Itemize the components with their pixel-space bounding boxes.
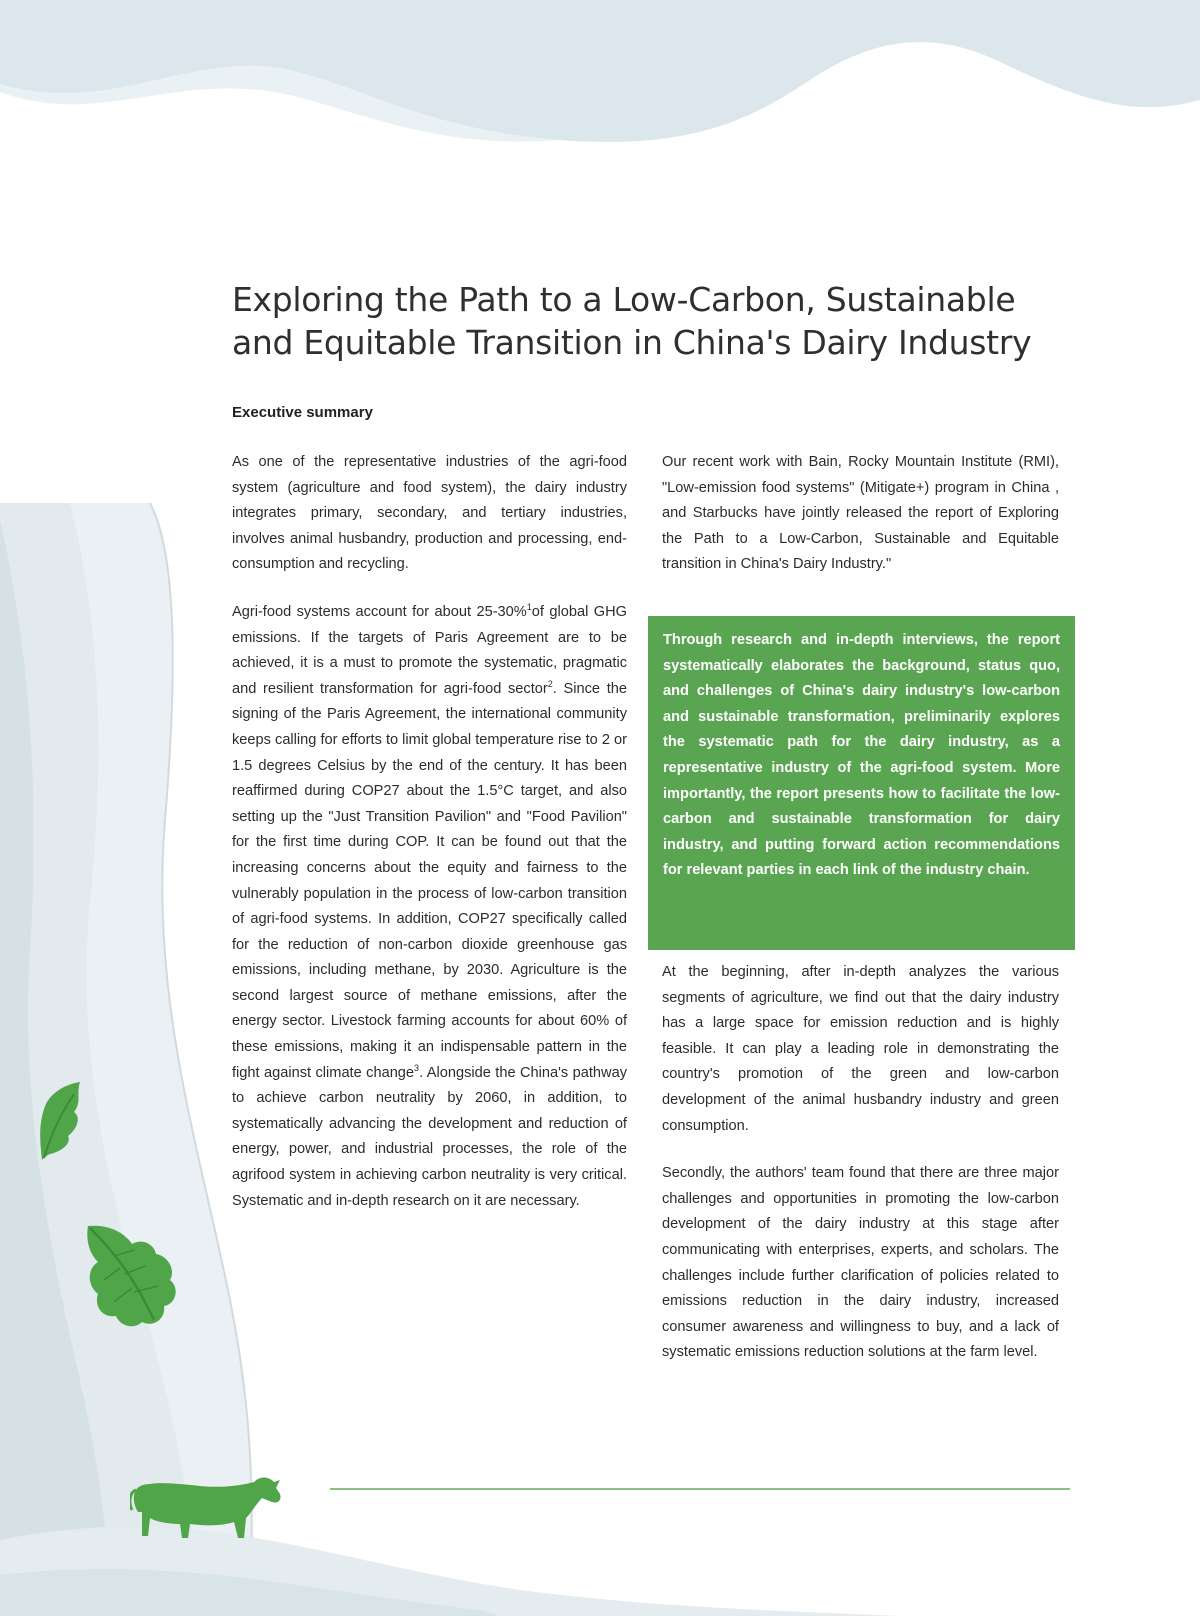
footer-divider — [330, 1488, 1070, 1490]
right-column-bottom — [662, 960, 1059, 1388]
title-line-2: and Equitable Transition in China's Dairy Industry — [232, 323, 1032, 362]
text-segment: . Alongside the China's pathway to achieve carbon neutrality by 2060, in addition, to systematically advancing the development and reduction of energy, power, and industrial processes, the role of the agrifood system in achieving carbon neutrality is very critical. Systematic and in-depth research on it are necessary. — [232, 1064, 627, 1209]
paragraph-emissions — [232, 600, 627, 1214]
highlight-callout-box — [648, 616, 1075, 950]
paragraph-intro: As one of the representative industries of the agri-food system (agriculture and food system), the dairy industry integrates primary, secondary, and tertiary industries, involves animal husbandry, production and processing, end-consumption and recycling. — [232, 454, 627, 573]
footnote-marker: 1 — [526, 602, 532, 613]
footnote-marker: 3 — [414, 1062, 420, 1073]
section-heading: Executive summary — [232, 404, 373, 421]
text-segment: of global GHG emissions. If the targets of Paris Agreement are to be achieved, it is a must to promote the systematic, pragmatic and resilient transformation for agri-food sector — [232, 603, 627, 697]
paragraph-report-release: Our recent work with Bain, Rocky Mountain Institute (RMI), "Low-emission food systems" (Mitigate+) program in China , and Starbucks have jointly released the report of Exploring the Path to a Low-Carbon, Sustainable and Equitable transition in China's Dairy Industry." — [662, 454, 1059, 573]
left-column — [232, 450, 627, 1236]
right-column-top — [662, 450, 1059, 600]
title-line-1: Exploring the Path to a Low-Carbon, Sustainable — [232, 280, 1016, 319]
page-title — [232, 278, 1112, 364]
paragraph-challenges: Secondly, the authors' team found that there are three major challenges and opportunities in promoting the low-carbon development of the dairy industry at this stage after communicating with enterprises, experts, and scholars. The challenges include further clarification of policies related to emissions reduction in the dairy industry, increased consumer awareness and willingness to buy, and a lack of systematic emissions reduction solutions at the farm level. — [662, 1165, 1059, 1361]
callout-text: Through research and in-depth interviews, the report systematically elaborates the background, status quo, and challenges of China's dairy industry's low-carbon and sustainable transformation, preliminarily explores the systematic path for the dairy industry, as a representative industry of the agri-food system. More importantly, the report presents how to facilitate the low-carbon and sustainable transformation for dairy industry, and putting forward action recommendations for relevant parties in each link of the industry chain. — [663, 632, 1060, 879]
text-segment: . Since the signing of the Paris Agreement, the international community keeps calling for efforts to limit global temperature rise to 2 or 1.5 degrees Celsius by the end of the century. It has been reaffirmed during COP27 about the 1.5°C target, and also setting up the "Just Transition Pavilion" and "Food Pavilion" for the first time during COP. It can be found out that the increasing concerns about the equity and fairness to the vulnerably population in the process of low-carbon transition of agri-food systems. In addition, COP27 specifically called for the reduction of non-carbon dioxide greenhouse gas emissions, including methane, by 2030. Agriculture is the second largest source of methane emissions, after the energy sector. Livestock farming accounts for about 60% of these emissions, making it an indispensable pattern in the fight against climate change — [232, 680, 627, 1081]
paragraph-beginning: At the beginning, after in-depth analyzes the various segments of agriculture, we find out that the dairy industry has a large space for emission reduction and is highly feasible. It can play a leading role in demonstrating the country's promotion of the green and low-carbon development of the animal husbandry industry and green consumption. — [662, 964, 1059, 1134]
footnote-marker: 2 — [547, 678, 553, 689]
text-segment: Agri-food systems account for about 25-30% — [232, 603, 527, 620]
